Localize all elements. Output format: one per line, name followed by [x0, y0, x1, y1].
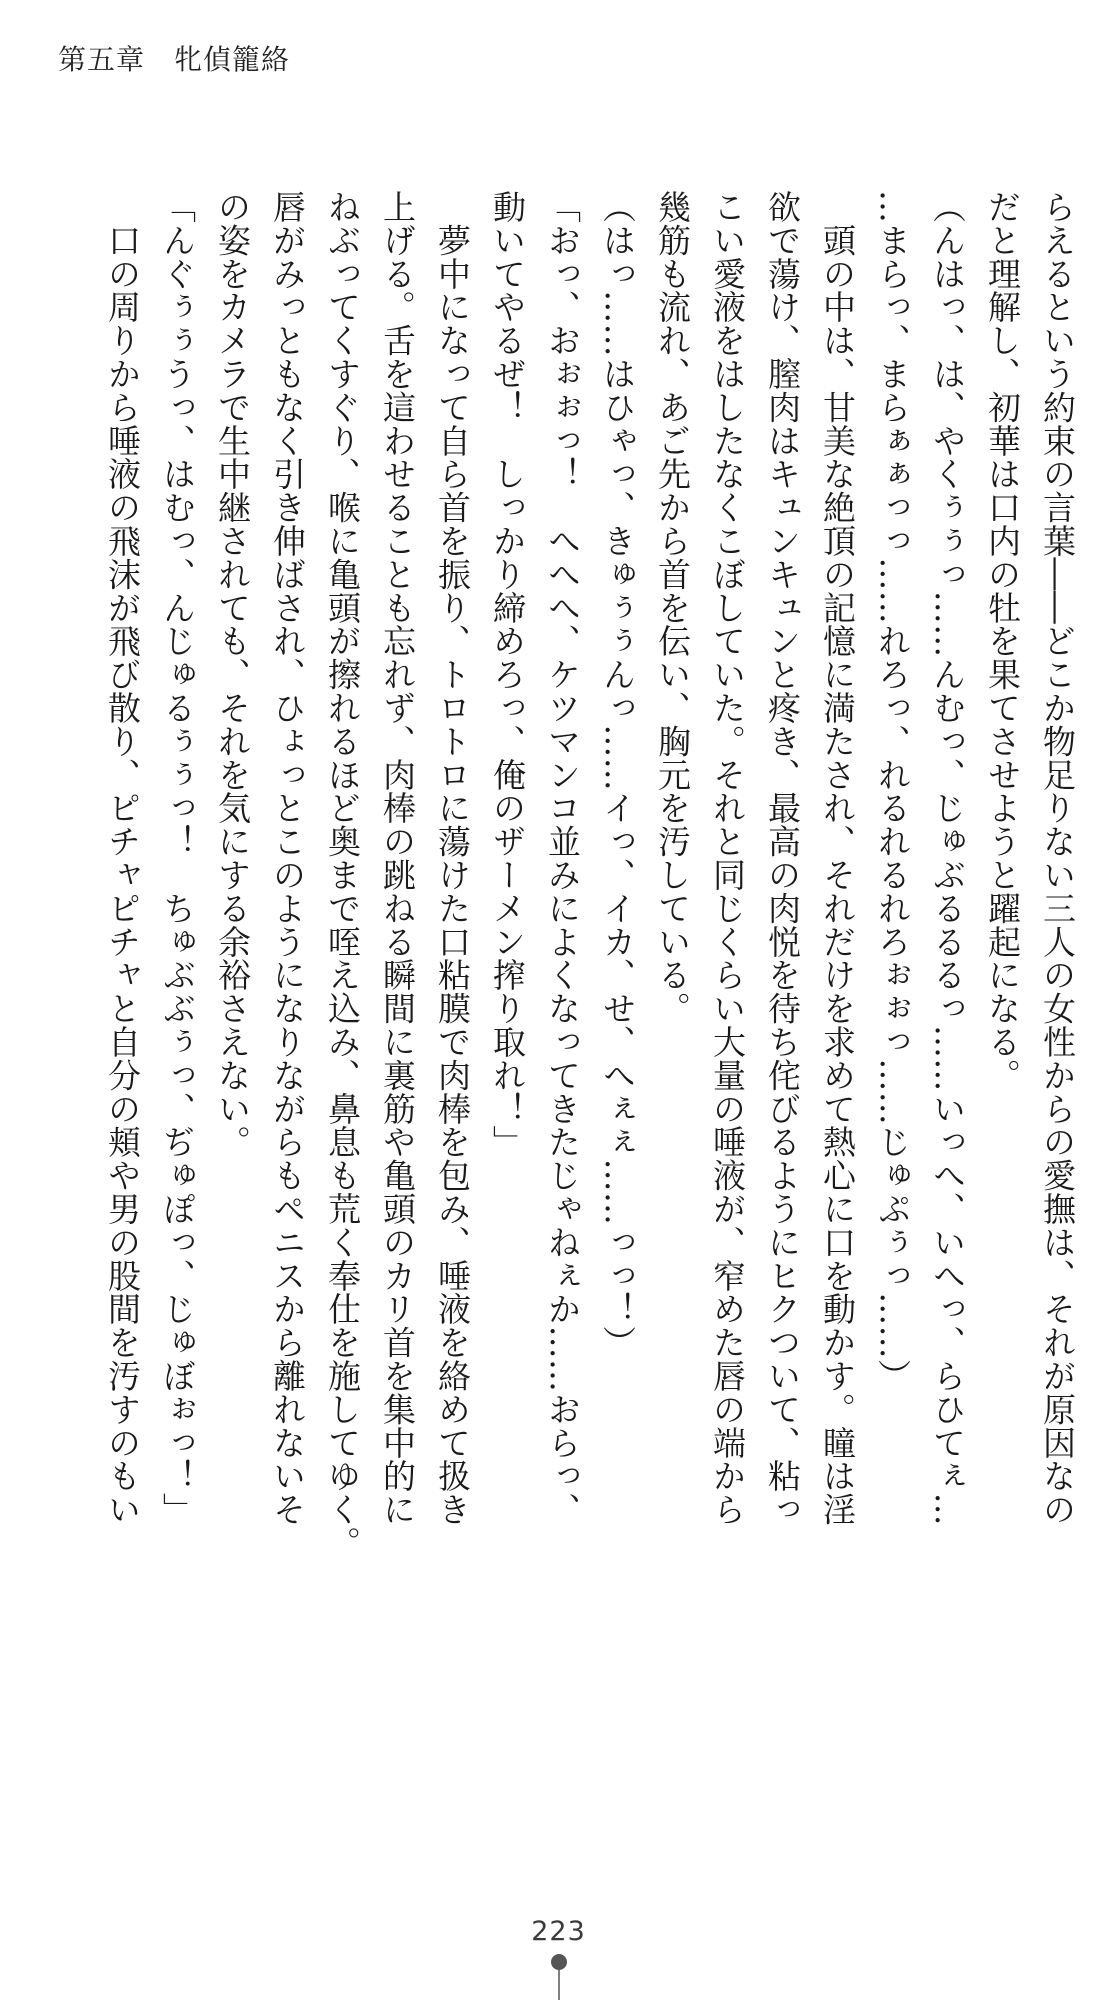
text-column: 欲で蕩け、膣肉はキュンキュンと疼き、最高の肉悦を待ち侘びるようにヒクついて、粘っ — [763, 190, 802, 1526]
running-header: 第五章 牝偵籠絡 — [58, 43, 291, 76]
text-column: らえるという約束の言葉――どこか物足りない三人の女性からの愛撫は、それが原因なの — [1038, 190, 1077, 1526]
text-column: 上げる。舌を這わせることも忘れず、肉棒の跳ねる瞬間に裏筋や亀頭のカリ首を集中的に — [378, 190, 417, 1526]
text-column: 頭の中は、甘美な絶頂の記憶に満たされ、それだけを求めて熱心に口を動かす。瞳は淫 — [818, 190, 857, 1526]
text-column: の姿をカメラで生中継されても、それを気にする余裕さえない。 — [213, 190, 252, 1159]
text-column: （はっ……はひゃっ、きゅぅぅんっ……イっ、イカ、せ、へぇぇ……っっ！） — [598, 190, 637, 1359]
text-column: 「んぐぅぅうっ、はむっ、んじゅるぅぅっ！ ちゅぶぶぅっ、ぢゅぽっ、じゅぼぉっ！」 — [158, 190, 197, 1526]
ornament-dot — [551, 1954, 567, 1970]
text-column: ねぶってくすぐり、喉に亀頭が擦れるほど奥まで咥え込み、鼻息も荒く奉仕を施してゆく。 — [323, 190, 362, 1560]
page-ornament-icon — [550, 1953, 568, 2000]
text-column: こい愛液をはしたなくこぼしていた。それと同じくらい大量の唾液が、窄めた唇の端から — [708, 190, 747, 1526]
text-column: だと理解し、初華は口内の牡を果てさせようと躍起になる。 — [983, 190, 1022, 1092]
text-column: 夢中になって自ら首を振り、トロトロに蕩けた口粘膜で肉棒を包み、唾液を絡めて扱き — [433, 190, 472, 1526]
text-column: 口の周りから唾液の飛沫が飛び散り、ピチャピチャと自分の頬や男の股間を汚すのもい — [103, 190, 142, 1526]
text-column: （んはっ、は、やくぅぅっ……んむっ、じゅぶるるるっ……いっへ、いへっ、らひてぇ… — [928, 190, 967, 1526]
text-column: …まらっ、まらぁぁっっ……れろっ、れるれるれろぉぉっ……じゅぷぅっ……） — [873, 190, 912, 1393]
body-text — [40, 190, 1085, 1640]
text-column: 唇がみっともなく引き伸ばされ、ひょっとこのようになりながらもペニスから離れないそ — [268, 190, 307, 1526]
text-column: 幾筋も流れ、あご先から首を伝い、胸元を汚している。 — [653, 190, 692, 1025]
text-column: 「おっ、おぉぉっ！ へへへ、ケツマンコ並みによくなってきたじゃねぇか……おらっ、 — [543, 190, 582, 1526]
page-number: 223 — [531, 1916, 586, 1947]
text-column: 動いてやるぜ！ しっかり締めろっ、俺のザーメン搾り取れ！」 — [488, 190, 527, 1159]
